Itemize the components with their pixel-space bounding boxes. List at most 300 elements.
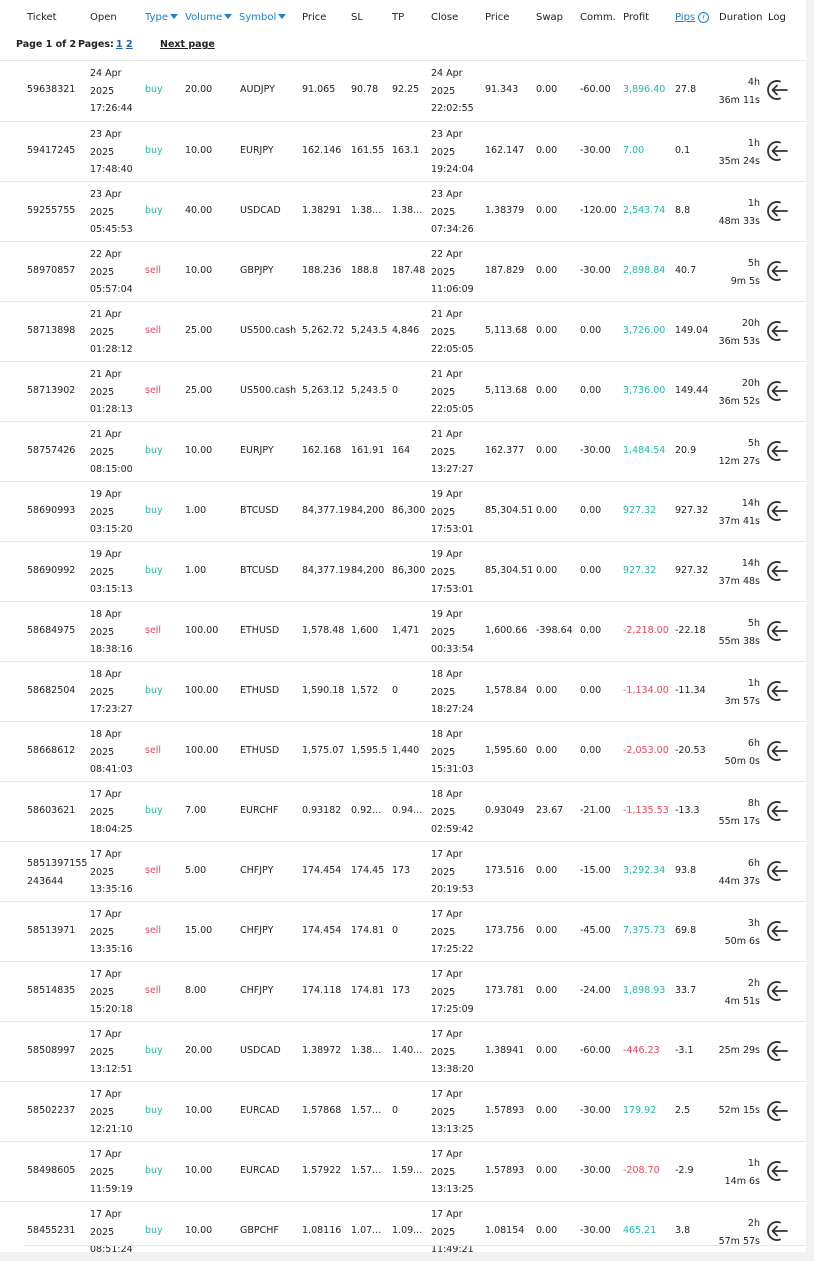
swap-cell: 0.00 [536, 505, 558, 516]
type-cell: sell [145, 325, 162, 336]
duration-line2: 12m 27s [718, 455, 760, 467]
table-row [0, 1021, 806, 1081]
commission-cell: -60.00 [580, 84, 611, 95]
col-tp[interactable]: TP [392, 12, 405, 23]
open-date: 21 Apr [90, 369, 122, 380]
log-exit-icon[interactable] [765, 619, 789, 643]
duration-cell [700, 915, 760, 950]
col-symbol[interactable] [239, 12, 286, 23]
pages-label: Pages: [78, 39, 114, 50]
col-log[interactable]: Log [768, 12, 786, 23]
duration-line2: 50m 0s [724, 755, 760, 767]
sl-cell: 1,600 [351, 625, 379, 636]
close-time-cell [431, 246, 474, 299]
open-time-cell [90, 426, 133, 479]
symbol-cell: ETHUSD [240, 625, 280, 636]
close-time-cell [431, 786, 474, 839]
close-year: 2025 [431, 85, 456, 97]
symbol-cell: BTCUSD [240, 565, 279, 576]
close-price-cell: 1,578.84 [485, 685, 528, 696]
volume-cell: 7.00 [185, 805, 207, 816]
close-date: 17 Apr [431, 909, 463, 920]
table-row [0, 601, 806, 661]
log-exit-icon[interactable] [765, 259, 789, 283]
commission-cell: -120.00 [580, 205, 617, 216]
duration-line1: 2h [747, 978, 760, 989]
profit-cell: 465.21 [623, 1225, 657, 1236]
close-year: 2025 [431, 386, 456, 398]
open-price-cell: 162.168 [302, 445, 342, 456]
tp-cell: 163.1 [392, 145, 420, 156]
log-exit-icon[interactable] [765, 739, 789, 763]
open-time-cell [90, 126, 133, 179]
log-exit-icon[interactable] [765, 1159, 789, 1183]
duration-cell [700, 195, 760, 230]
open-time-cell [90, 546, 133, 599]
open-time-cell [90, 246, 133, 299]
open-price-cell: 84,377.19 [302, 505, 351, 516]
duration-line2: 55m 17s [718, 815, 760, 827]
open-date: 17 Apr [90, 789, 122, 800]
tp-cell: 0.94... [392, 805, 423, 816]
open-time-cell [90, 786, 133, 839]
tp-cell: 86,300 [392, 565, 426, 576]
open-year: 2025 [90, 326, 115, 338]
log-exit-icon[interactable] [765, 1099, 789, 1123]
open-price-cell: 1.08116 [302, 1225, 342, 1236]
ticket-cell: 59638321 [27, 84, 76, 95]
close-price-cell: 91.343 [485, 84, 519, 95]
profit-cell: -2,218.00 [623, 625, 669, 636]
close-price-cell: 162.147 [485, 145, 525, 156]
close-price-cell: 173.781 [485, 985, 525, 996]
commission-cell: -30.00 [580, 145, 611, 156]
log-exit-icon[interactable] [765, 139, 789, 163]
pips-cell: -13.3 [675, 805, 700, 816]
open-clock: 17:48:40 [90, 164, 133, 175]
open-time-cell [90, 366, 133, 419]
open-date: 17 Apr [90, 909, 122, 920]
col-symbol-label: Symbol [239, 12, 277, 23]
duration-line1: 1h [747, 138, 760, 149]
duration-cell [700, 855, 760, 890]
swap-cell: 0.00 [536, 205, 558, 216]
duration-cell [700, 795, 760, 830]
close-year: 2025 [431, 866, 456, 878]
close-clock: 22:05:05 [431, 344, 474, 355]
commission-cell: -30.00 [580, 1225, 611, 1236]
log-exit-icon[interactable] [765, 859, 789, 883]
close-clock: 07:34:26 [431, 224, 474, 235]
type-cell: buy [145, 685, 163, 696]
symbol-cell: EURJPY [240, 145, 274, 156]
duration-line2: 50m 6s [724, 935, 760, 947]
open-clock: 12:21:10 [90, 1124, 133, 1135]
close-clock: 13:38:20 [431, 1064, 474, 1075]
swap-cell: 0.00 [536, 1045, 558, 1056]
commission-cell: -30.00 [580, 445, 611, 456]
pips-cell: 149.44 [675, 385, 709, 396]
type-cell: buy [145, 1165, 163, 1176]
duration-line1: 20h [741, 318, 760, 329]
duration-cell [700, 615, 760, 650]
log-exit-icon[interactable] [765, 1039, 789, 1063]
close-date: 23 Apr [431, 129, 463, 140]
close-date: 21 Apr [431, 309, 463, 320]
ticket-cell: 58970857 [27, 265, 76, 276]
duration-cell [700, 555, 760, 590]
duration-line2: 37m 41s [718, 515, 760, 527]
page-link-2[interactable]: 2 [126, 39, 133, 50]
pips-cell: 2.5 [675, 1105, 691, 1116]
commission-cell: 0.00 [580, 505, 602, 516]
open-clock: 17:23:27 [90, 704, 133, 715]
symbol-cell: BTCUSD [240, 505, 279, 516]
duration-line1: 5h [747, 618, 760, 629]
symbol-cell: CHFJPY [240, 985, 274, 996]
log-exit-icon[interactable] [765, 679, 789, 703]
close-clock: 13:13:25 [431, 1184, 474, 1195]
table-row [0, 841, 806, 901]
close-clock: 17:25:09 [431, 1004, 474, 1015]
close-date: 17 Apr [431, 1089, 463, 1100]
close-clock: 22:05:05 [431, 404, 474, 415]
col-close-price[interactable]: Price [485, 12, 510, 23]
col-type[interactable] [145, 12, 178, 23]
volume-cell: 20.00 [185, 84, 213, 95]
close-year: 2025 [431, 566, 456, 578]
open-year: 2025 [90, 746, 115, 758]
close-price-cell: 187.829 [485, 265, 525, 276]
tp-cell: 1.40... [392, 1045, 423, 1056]
symbol-cell: ETHUSD [240, 745, 280, 756]
close-year: 2025 [431, 206, 456, 218]
swap-cell: 0.00 [536, 685, 558, 696]
profit-cell: -1,134.00 [623, 685, 669, 696]
open-price-cell: 188.236 [302, 265, 342, 276]
close-date: 24 Apr [431, 68, 463, 79]
ticket-line2: 243644 [27, 875, 64, 887]
commission-cell: -60.00 [580, 1045, 611, 1056]
duration-line2: 55m 38s [718, 635, 760, 647]
type-cell: sell [145, 385, 162, 396]
type-cell: buy [145, 84, 163, 95]
divider [24, 1245, 806, 1246]
col-volume[interactable] [185, 12, 232, 23]
close-date: 21 Apr [431, 429, 463, 440]
pips-cell: 927.32 [675, 505, 709, 516]
close-price-cell: 1,600.66 [485, 625, 528, 636]
open-time-cell [90, 186, 133, 239]
log-exit-icon[interactable] [765, 439, 789, 463]
volume-cell: 100.00 [185, 625, 219, 636]
pips-link[interactable]: Pips [675, 12, 696, 23]
tp-cell: 1.09... [392, 1225, 423, 1236]
volume-cell: 10.00 [185, 145, 213, 156]
open-year: 2025 [90, 266, 115, 278]
open-price-cell: 174.454 [302, 865, 342, 876]
open-clock: 13:35:16 [90, 884, 133, 895]
duration-line1: 14h [741, 558, 760, 569]
tp-cell: 173 [392, 985, 411, 996]
symbol-cell: GBPJPY [240, 265, 274, 276]
close-time-cell [431, 65, 474, 118]
ticket-cell: 58757426 [27, 445, 76, 456]
sl-cell: 1,572 [351, 685, 379, 696]
close-date: 18 Apr [431, 729, 463, 740]
tp-cell: 164 [392, 445, 411, 456]
close-year: 2025 [431, 746, 456, 758]
duration-cell [700, 735, 760, 770]
close-clock: 22:02:55 [431, 103, 474, 114]
col-type-label: Type [145, 12, 168, 23]
duration-line2: 37m 48s [718, 575, 760, 587]
commission-cell: -45.00 [580, 925, 611, 936]
log-exit-icon[interactable] [765, 319, 789, 343]
ticket-cell: 58682504 [27, 685, 76, 696]
duration-line2: 36m 52s [718, 395, 760, 407]
type-cell: buy [145, 1045, 163, 1056]
open-date: 17 Apr [90, 1149, 122, 1160]
duration-line2: 35m 24s [718, 155, 760, 167]
table-row [0, 361, 806, 421]
type-cell: buy [145, 565, 163, 576]
duration-line2: 44m 37s [718, 875, 760, 887]
close-price-cell: 1.38379 [485, 205, 525, 216]
swap-cell: 0.00 [536, 925, 558, 936]
close-year: 2025 [431, 686, 456, 698]
type-cell: sell [145, 625, 162, 636]
sl-cell: 188.8 [351, 265, 379, 276]
tp-cell: 0 [392, 1105, 399, 1116]
swap-cell: 0.00 [536, 445, 558, 456]
next-page-link[interactable]: Next page [160, 39, 215, 50]
ticket-cell: 59255755 [27, 205, 76, 216]
sl-cell: 1.57... [351, 1105, 382, 1116]
scroll-gutter [806, 0, 814, 1252]
profit-cell: 179.92 [623, 1105, 657, 1116]
commission-cell: -21.00 [580, 805, 611, 816]
table-row [0, 541, 806, 601]
sort-caret-icon [170, 14, 178, 19]
duration-line1: 3h [747, 918, 760, 929]
close-date: 17 Apr [431, 1029, 463, 1040]
log-exit-icon[interactable] [765, 78, 789, 102]
duration-cell [700, 315, 760, 350]
open-clock: 13:12:51 [90, 1064, 133, 1075]
duration-line1: 14h [741, 498, 760, 509]
open-clock: 05:57:04 [90, 284, 133, 295]
close-clock: 00:33:54 [431, 644, 474, 655]
open-date: 18 Apr [90, 729, 122, 740]
profit-cell: 7.00 [623, 145, 645, 156]
commission-cell: 0.00 [580, 745, 602, 756]
swap-cell: 23.67 [536, 805, 564, 816]
open-time-cell [90, 486, 133, 539]
close-date: 18 Apr [431, 789, 463, 800]
open-clock: 18:04:25 [90, 824, 133, 835]
ticket-cell: 58690992 [27, 565, 76, 576]
open-time-cell [90, 306, 133, 359]
open-year: 2025 [90, 85, 115, 97]
close-price-cell: 1.08154 [485, 1225, 525, 1236]
close-year: 2025 [431, 926, 456, 938]
close-clock: 13:27:27 [431, 464, 474, 475]
log-exit-icon[interactable] [765, 379, 789, 403]
col-comm[interactable]: Comm. [580, 12, 616, 23]
duration-cell [700, 495, 760, 530]
profit-cell: 7,375.73 [623, 925, 666, 936]
col-price[interactable]: Price [302, 12, 327, 23]
col-duration[interactable]: Duration [719, 12, 763, 23]
sl-cell: 1.07... [351, 1225, 382, 1236]
tp-cell: 0 [392, 685, 399, 696]
close-time-cell [431, 1086, 474, 1139]
open-date: 21 Apr [90, 429, 122, 440]
ticket-cell: 58713902 [27, 385, 76, 396]
close-date: 17 Apr [431, 969, 463, 980]
open-year: 2025 [90, 986, 115, 998]
table-row [0, 421, 806, 481]
col-ticket[interactable]: Ticket [27, 12, 57, 23]
col-open[interactable]: Open [90, 12, 117, 23]
col-close[interactable]: Close [431, 12, 459, 23]
profit-cell: -2,053.00 [623, 745, 669, 756]
ticket-cell: 58508997 [27, 1045, 76, 1056]
close-price-cell: 85,304.51 [485, 565, 534, 576]
open-year: 2025 [90, 386, 115, 398]
table-row [0, 481, 806, 541]
sl-cell: 5,243.5 [351, 385, 388, 396]
commission-cell: -30.00 [580, 1165, 611, 1176]
symbol-cell: EURCHF [240, 805, 279, 816]
log-exit-icon[interactable] [765, 199, 789, 223]
duration-cell: 25m 29s [718, 1045, 760, 1056]
log-exit-icon[interactable] [765, 499, 789, 523]
col-profit[interactable]: Profit [623, 12, 650, 23]
duration-line1: 1h [747, 198, 760, 209]
log-exit-icon[interactable] [765, 1219, 789, 1243]
volume-cell: 10.00 [185, 445, 213, 456]
close-clock: 02:59:42 [431, 824, 474, 835]
duration-cell [700, 255, 760, 290]
tp-cell: 0 [392, 925, 399, 936]
col-sl[interactable]: SL [351, 12, 363, 23]
swap-cell: 0.00 [536, 1225, 558, 1236]
tp-cell: 173 [392, 865, 411, 876]
open-clock: 18:38:16 [90, 644, 133, 655]
open-year: 2025 [90, 446, 115, 458]
sl-cell: 84,200 [351, 505, 385, 516]
symbol-cell: CHFJPY [240, 865, 274, 876]
profit-cell: 3,726.00 [623, 325, 666, 336]
symbol-cell: USDCAD [240, 1045, 281, 1056]
duration-line1: 5h [747, 438, 760, 449]
volume-cell: 10.00 [185, 1165, 213, 1176]
duration-line2: 14m 6s [724, 1175, 760, 1187]
sl-cell: 1,595.5 [351, 745, 388, 756]
open-date: 17 Apr [90, 1209, 122, 1220]
sl-cell: 174.45 [351, 865, 385, 876]
open-year: 2025 [90, 506, 115, 518]
log-exit-icon[interactable] [765, 799, 789, 823]
open-year: 2025 [90, 806, 115, 818]
ticket-cell: 58684975 [27, 625, 76, 636]
open-time-cell [90, 1026, 133, 1079]
table-row [0, 781, 806, 841]
close-year: 2025 [431, 1106, 456, 1118]
profit-cell: 3,896.40 [623, 84, 666, 95]
close-price-cell: 1.57893 [485, 1165, 525, 1176]
open-clock: 03:15:20 [90, 524, 133, 535]
type-cell: sell [145, 265, 162, 276]
close-time-cell [431, 1026, 474, 1079]
pips-cell: 27.8 [675, 84, 697, 95]
col-swap[interactable]: Swap [536, 12, 564, 23]
open-date: 19 Apr [90, 549, 122, 560]
profit-cell: 3,292.34 [623, 865, 666, 876]
log-exit-icon[interactable] [765, 919, 789, 943]
ticket-cell: 58498605 [27, 1165, 76, 1176]
open-time-cell [90, 1086, 133, 1139]
open-date: 21 Apr [90, 309, 122, 320]
volume-cell: 10.00 [185, 1105, 213, 1116]
pips-cell: 0.1 [675, 145, 691, 156]
open-clock: 17:26:44 [90, 103, 133, 114]
close-year: 2025 [431, 626, 456, 638]
close-date: 17 Apr [431, 1209, 463, 1220]
col-pips[interactable] [675, 12, 709, 23]
open-time-cell [90, 966, 133, 1019]
page-link-1[interactable]: 1 [116, 39, 123, 50]
ticket-cell: 58514835 [27, 985, 76, 996]
duration-line1: 1h [747, 1158, 760, 1169]
sl-cell: 5,243.5 [351, 325, 388, 336]
duration-line2: 4m 51s [724, 995, 760, 1007]
info-icon[interactable]: i [698, 12, 709, 23]
open-time-cell [90, 606, 133, 659]
volume-cell: 1.00 [185, 565, 207, 576]
symbol-cell: AUDJPY [240, 84, 275, 95]
swap-cell: 0.00 [536, 265, 558, 276]
log-exit-icon[interactable] [765, 979, 789, 1003]
type-cell: buy [145, 1225, 163, 1236]
log-exit-icon[interactable] [765, 559, 789, 583]
page-info: Page 1 of 2 [16, 39, 77, 50]
swap-cell: -398.64 [536, 625, 573, 636]
duration-line1: 2h [747, 1218, 760, 1229]
duration-line1: 4h [747, 77, 760, 88]
close-price-cell: 1.57893 [485, 1105, 525, 1116]
pips-cell: 93.8 [675, 865, 697, 876]
ticket-cell: 58690993 [27, 505, 76, 516]
swap-cell: 0.00 [536, 325, 558, 336]
volume-cell: 40.00 [185, 205, 213, 216]
close-time-cell [431, 726, 474, 779]
tp-cell: 86,300 [392, 505, 426, 516]
open-time-cell [90, 846, 133, 899]
close-price-cell: 162.377 [485, 445, 525, 456]
table-row [0, 1141, 806, 1201]
close-date: 17 Apr [431, 1149, 463, 1160]
open-year: 2025 [90, 1106, 115, 1118]
duration-line2: 48m 33s [718, 215, 760, 227]
symbol-cell: EURJPY [240, 445, 274, 456]
duration-cell: 52m 15s [718, 1105, 760, 1116]
close-time-cell [431, 906, 474, 959]
open-year: 2025 [90, 1046, 115, 1058]
open-date: 19 Apr [90, 489, 122, 500]
